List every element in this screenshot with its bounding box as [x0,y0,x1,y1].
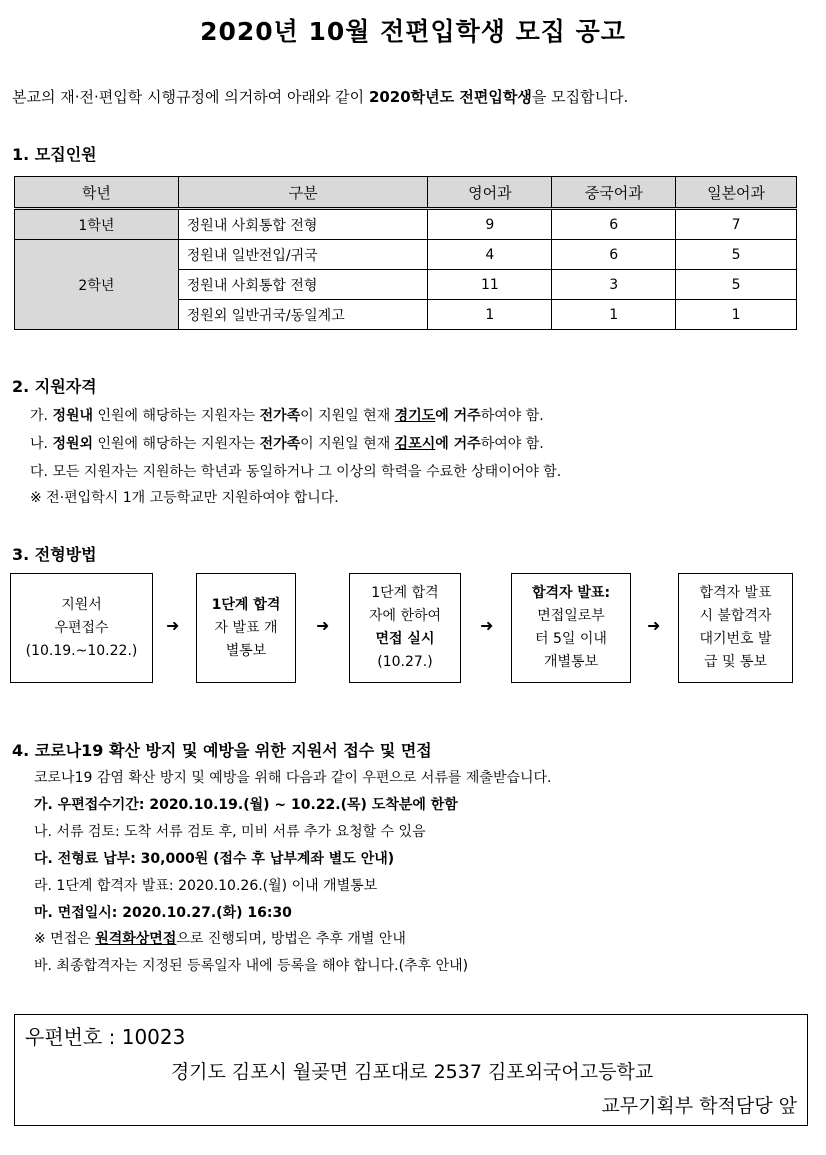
value-cell: 1 [552,300,676,330]
covid-item-e: 마. 면접일시: 2020.10.27.(화) 16:30 [34,905,292,921]
table-row [15,209,797,240]
header-category: 구분 [178,177,428,209]
value-cell: 1 [428,300,552,330]
covid-item-f: 바. 최종합격자는 지정된 등록일자 내에 등록을 해야 합니다.(추후 안내) [34,958,469,974]
header-japanese: 일본어과 [676,177,797,209]
arrow-icon: ➜ [480,616,494,635]
process-step-waitlist: 합격자 발표 시 불합격자 대기번호 발 급 및 통보 [678,573,793,683]
qualification-c: 다. 모든 지원자는 지원하는 학년과 동일하거나 그 이상의 학력을 수료한 상태이어야 함. [30,464,562,480]
header-grade: 학년 [15,177,179,209]
value-cell: 9 [428,209,552,240]
covid-item-c: 다. 전형료 납부: 30,000원 (접수 후 납부계좌 별도 안내) [34,851,395,867]
value-cell: 11 [428,270,552,300]
covid-item-d: 라. 1단계 합격자 발표: 2020.10.26.(월) 이내 개별통보 [34,878,378,894]
qualification-b: 나. 정원외 인원에 해당하는 지원자는 전가족이 지원일 현재 김포시에 거주하여야 함. [30,436,544,452]
table-row [15,240,797,270]
process-step-interview: 1단계 합격 자에 한하여 면접 실시 (10.27.) [349,573,461,683]
page-title: 2020년 10월 전편입학생 모집 공고 [200,17,626,46]
section-heading-recruitment: 1. 모집인원 [12,145,97,164]
process-step-first-result: 1단계 합격 자 발표 개 별통보 [196,573,296,683]
value-cell: 7 [676,209,797,240]
process-step-application: 지원서 우편접수 (10.19.~10.22.) [10,573,153,683]
postal-code: 우편번호 : 10023 [25,1025,186,1049]
section-heading-covid: 4. 코로나19 확산 방지 및 예방을 위한 지원서 접수 및 면접 [12,741,432,760]
covid-item-b: 나. 서류 검토: 도착 서류 검토 후, 미비 서류 추가 요청할 수 있음 [34,824,426,840]
value-cell: 5 [676,240,797,270]
value-cell: 4 [428,240,552,270]
arrow-icon: ➜ [316,616,330,635]
section-heading-qualification: 2. 지원자격 [12,377,97,396]
address-box [14,1014,808,1126]
grade-cell: 1학년 [15,209,179,240]
header-english: 영어과 [428,177,552,209]
value-cell: 6 [552,209,676,240]
header-chinese: 중국어과 [552,177,676,209]
covid-note: ※ 면접은 원격화상면접으로 진행되며, 방법은 추후 개별 안내 [34,931,406,947]
address-recipient: 교무기획부 학적담당 앞 [601,1095,797,1117]
qualification-note: ※ 전·편입학시 1개 고등학교만 지원하여야 합니다. [30,490,339,506]
value-cell: 5 [676,270,797,300]
covid-intro: 코로나19 감염 확산 방지 및 예방을 위해 다음과 같이 우편으로 서류를 제출받습니다. [34,770,552,786]
value-cell: 3 [552,270,676,300]
category-cell: 정원내 사회통합 전형 [178,270,428,300]
value-cell: 1 [676,300,797,330]
section-heading-process: 3. 전형방법 [12,545,97,564]
category-cell: 정원내 사회통합 전형 [178,209,428,240]
grade-cell: 2학년 [15,240,179,330]
recruitment-table [14,176,797,330]
category-cell: 정원내 일반전입/귀국 [178,240,428,270]
intro-text: 본교의 재·전·편입학 시행규정에 의거하여 아래와 같이 2020학년도 전편입학생을 모집합니다. [12,88,629,106]
table-header-row [15,177,797,209]
arrow-icon: ➜ [166,616,180,635]
process-step-final-result: 합격자 발표: 면접일로부 터 5일 이내 개별통보 [511,573,631,683]
arrow-icon: ➜ [647,616,661,635]
address-line: 경기도 김포시 월곶면 김포대로 2537 김포외국어고등학교 [170,1061,654,1083]
category-cell: 정원외 일반귀국/동일계고 [178,300,428,330]
covid-item-a: 가. 우편접수기간: 2020.10.19.(월) ~ 10.22.(목) 도착분에 한함 [34,797,458,813]
value-cell: 6 [552,240,676,270]
qualification-a: 가. 정원내 인원에 해당하는 지원자는 전가족이 지원일 현재 경기도에 거주하여야 함. [30,408,544,424]
